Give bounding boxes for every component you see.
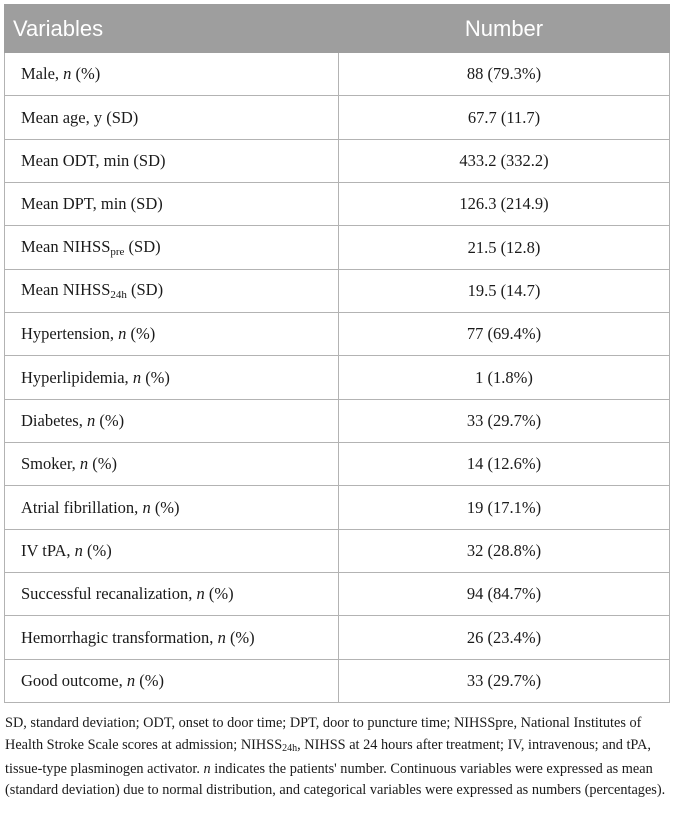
variable-suffix: (%) [225, 627, 255, 647]
number-cell: 32 (28.8%) [339, 529, 670, 572]
table-row [5, 313, 670, 356]
variable-suffix: (%) [71, 64, 101, 84]
variable-italic-n: n [132, 367, 142, 387]
number-cell: 26 (23.4%) [339, 616, 670, 659]
variable-suffix: (%) [126, 324, 156, 344]
table-row [5, 139, 670, 182]
table-row [5, 486, 670, 529]
variable-cell [5, 356, 339, 399]
variable-label: IV tPA, [21, 540, 75, 560]
variable-label: Mean age, y (SD) [21, 107, 139, 127]
number-cell: 77 (69.4%) [339, 313, 670, 356]
variable-italic-n: n [63, 64, 72, 84]
variable-italic-n: n [142, 497, 151, 517]
variable-label: Hemorrhagic transformation, [21, 627, 218, 647]
number-cell: 19 (17.1%) [339, 486, 670, 529]
variable-suffix: (%) [88, 454, 118, 474]
variable-suffix: (SD) [124, 237, 161, 257]
number-cell: 88 (79.3%) [339, 53, 670, 96]
variable-label: Mean NIHSS [21, 237, 111, 257]
number-cell: 14 (12.6%) [339, 443, 670, 486]
variable-label: Diabetes, [21, 410, 87, 430]
footnote-part2: , NIHSS at 24 hours after treatment; IV, intravenous; and tPA, tissue-type plasminogen activator. [5, 736, 651, 777]
variable-cell [5, 443, 339, 486]
baseline-characteristics-table-container [4, 4, 669, 802]
number-cell: 33 (29.7%) [339, 399, 670, 442]
table-row [5, 183, 670, 226]
variable-subscript: 24h [110, 289, 127, 302]
variable-cell [5, 616, 339, 659]
variable-label: Mean NIHSS [21, 280, 111, 300]
variable-label: Good outcome, [21, 670, 127, 690]
table-row [5, 399, 670, 442]
table-row [5, 573, 670, 616]
header-row [5, 5, 670, 53]
table-header [5, 5, 670, 53]
table-row [5, 659, 670, 702]
variable-cell [5, 269, 339, 312]
variable-cell [5, 226, 339, 269]
number-cell: 433.2 (332.2) [339, 139, 670, 182]
variable-suffix: (%) [95, 410, 125, 430]
number-cell: 1 (1.8%) [339, 356, 670, 399]
variable-suffix: (%) [204, 584, 234, 604]
variable-suffix: (SD) [126, 280, 164, 300]
header-number: Number [339, 5, 670, 53]
number-cell: 94 (84.7%) [339, 573, 670, 616]
variable-label: Male, [21, 64, 64, 84]
variable-label: Atrial fibrillation, [21, 497, 143, 517]
variable-cell [5, 139, 339, 182]
variable-label: Hypertension, [21, 324, 119, 344]
table-row [5, 269, 670, 312]
variable-italic-n: n [118, 324, 127, 344]
table-footnote [4, 713, 669, 802]
variable-italic-n: n [217, 627, 226, 647]
variable-cell [5, 573, 339, 616]
header-variables: Variables [5, 5, 339, 53]
table-row [5, 529, 670, 572]
variable-suffix: (%) [135, 670, 164, 690]
variable-suffix: (%) [150, 497, 180, 517]
variable-cell [5, 53, 339, 96]
footnote-part3: indicates the patients' number. Continuous variables were expressed as mean (standard deviation) due to normal distribution, and categorical variables were expressed as numbers (percentages). [5, 760, 666, 799]
number-cell: 126.3 (214.9) [339, 183, 670, 226]
number-cell: 33 (29.7%) [339, 659, 670, 702]
variable-cell [5, 183, 339, 226]
footnote-subscript: 24h [282, 742, 298, 754]
variable-italic-n: n [79, 454, 89, 474]
variable-suffix: (%) [82, 540, 112, 560]
table-body [5, 53, 670, 703]
variable-subscript: pre [110, 246, 125, 259]
table-row [5, 616, 670, 659]
table-row [5, 356, 670, 399]
variable-label: Mean DPT, min (SD) [21, 194, 163, 214]
variable-label: Mean ODT, min (SD) [21, 150, 166, 170]
table-row [5, 226, 670, 269]
variable-label: Smoker, [21, 454, 80, 474]
variable-suffix: (%) [141, 367, 170, 387]
variable-cell [5, 529, 339, 572]
variable-italic-n: n [86, 410, 96, 430]
variable-label: Successful recanalization, [21, 584, 197, 604]
variable-italic-n: n [74, 540, 83, 560]
number-cell: 21.5 (12.8) [339, 226, 670, 269]
variable-cell [5, 96, 339, 139]
number-cell: 67.7 (11.7) [339, 96, 670, 139]
table-row [5, 96, 670, 139]
variable-label: Hyperlipidemia, [21, 367, 133, 387]
variable-cell [5, 659, 339, 702]
variable-italic-n: n [126, 670, 136, 690]
baseline-characteristics-table [4, 4, 670, 703]
variable-cell [5, 486, 339, 529]
table-row [5, 443, 670, 486]
variable-cell [5, 313, 339, 356]
variable-cell [5, 399, 339, 442]
footnote-italic-n: n [203, 760, 211, 777]
footnote-part1: SD, standard deviation; ODT, onset to door time; DPT, door to puncture time; NIHSSpre, National Institutes of Health Stroke Scale scores at admission; NIHSS [5, 715, 642, 753]
number-cell: 19.5 (14.7) [339, 269, 670, 312]
variable-italic-n: n [196, 584, 205, 604]
table-row [5, 53, 670, 96]
